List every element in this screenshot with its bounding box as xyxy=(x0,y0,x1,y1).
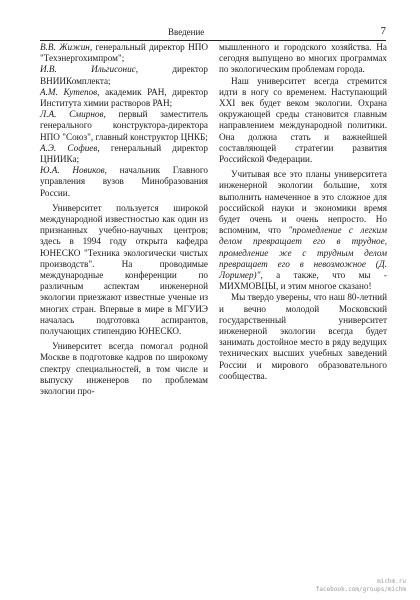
director-entry xyxy=(40,109,208,143)
director-name: А.М. Кутепов xyxy=(40,86,98,97)
watermark-line: michm.ru xyxy=(377,578,406,585)
paragraph-continuation: мышленного и городского хозяйства. На сегодня выпущено во многих программах по экологическим проблемам города. xyxy=(219,42,387,75)
paragraph-xxi-century: Наш университет всегда стремится идти в ногу со временем. Наступающий XXI век будет веком экологии. Охрана окружающей среды становится главным направлением международной политики. Она должна стать и важнейшей составляющей стратегии развития Российской Федерации. xyxy=(219,75,387,165)
director-entry xyxy=(40,64,208,86)
director-entry xyxy=(40,42,208,64)
plans-text-start: Учитывая все это планы университета инженерной экологии большие, хотя выполнить намеченное в это сложное для российской науки и экономики время будет очень и очень непросто. Но вспомним, что xyxy=(219,169,387,236)
director-role: , первый заместитель генерального конструктора-директора НПО "Союз", главный конструктор ЦНКБ; xyxy=(40,109,208,142)
director-role: , генеральный директор ЦНИИКа; xyxy=(40,142,208,165)
director-name: Ю.А. Новиков xyxy=(40,165,105,176)
director-name: В.В. Жижин xyxy=(40,42,90,52)
director-role: , начальник Главного управления вузов Минобразования России. xyxy=(40,165,208,198)
plans-text-end: , а также, что мы - МИХМОВЦЫ, и этим многое сказано! xyxy=(219,270,387,292)
watermark-line: facebook.com/groups/michm xyxy=(315,586,406,593)
director-role: , директор ВНИИКомплекта; xyxy=(40,64,208,86)
paragraph-plans xyxy=(219,169,387,292)
director-role: , генеральный директор НПО "Техэнергохимпром"; xyxy=(40,42,208,64)
paragraph-moscow: Университет всегда помогал родной Москве в подготовке кадров по широкому спектру специальностей, в том числе и выпуску инженеров по проблемам экологии про- xyxy=(40,341,208,397)
director-name: И.В. Ильгисонис xyxy=(40,64,136,75)
director-role: , академик РАН, директор Института химии растворов РАН; xyxy=(40,86,208,109)
director-entry xyxy=(40,87,208,109)
director-entry xyxy=(40,165,208,199)
running-header xyxy=(40,26,386,41)
page-number: 7 xyxy=(380,25,386,37)
director-name: А.Э. Софиев xyxy=(40,142,98,153)
director-name: Л.А. Смирнов xyxy=(40,109,104,120)
section-title: Введение xyxy=(168,27,205,37)
paragraph-conclusion: Мы твердо уверены, что наш 80-летний и вечно молодой Московский государственный университет инженерной экологии всегда будет занимать достойное место в ряду ведущих технических высших учебных заведений России и мирового образовательного сообщества. xyxy=(219,292,387,381)
lorimer-quote: "промедление с легким делом превращает его в трудное, промедление же с трудным делом превращает его в невозможное (Д. Лоример)" xyxy=(219,225,387,281)
right-column xyxy=(219,42,387,382)
left-column xyxy=(40,42,208,397)
director-entry xyxy=(40,143,208,165)
paragraph-unesco: Университет пользуется широкой международной известностью как один из признанных учебно-научных центров; здесь в 1994 году открыта кафедра ЮНЕСКО "Техника экологически чистых производств". На проводимые международные конференции по различным аспектам инженерной экологии приезжают известные ученые из многих стран. Впервые в мире в МГУИЭ началась подготовка аспирантов, получающих стипендию ЮНЕСКО. xyxy=(40,202,208,337)
site-watermark xyxy=(316,578,406,594)
